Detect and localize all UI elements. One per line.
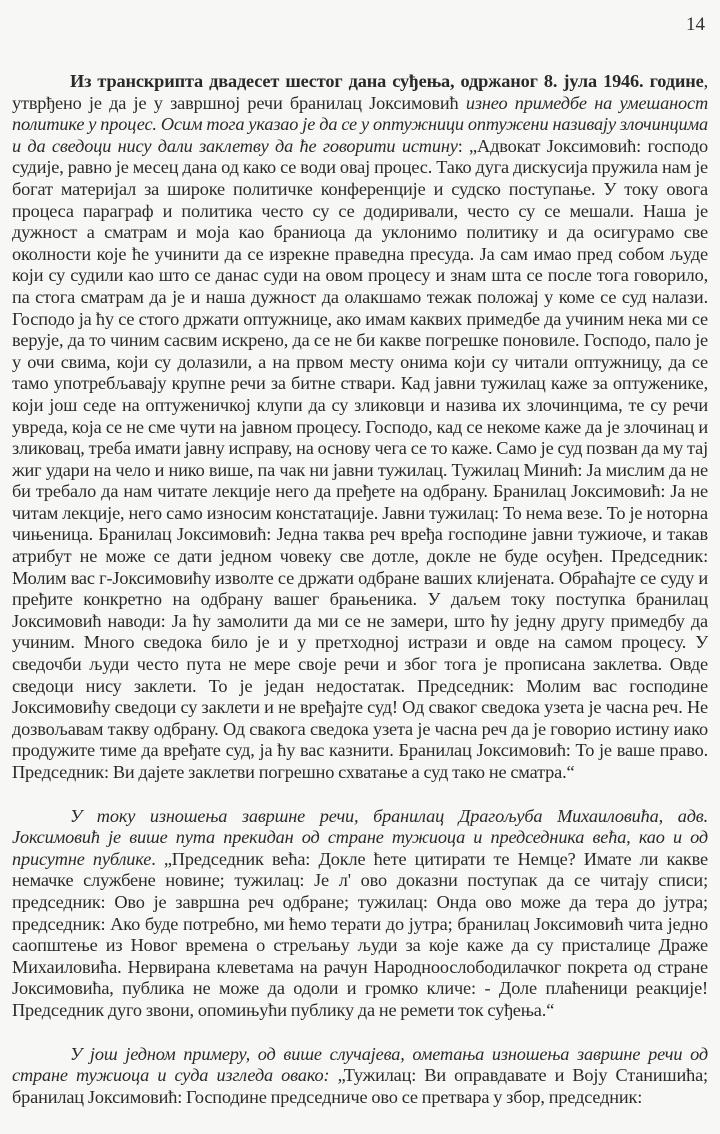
paragraph-quote: „Тужилац: Ви оправдавате и Воју Станишића; бранилац Јоксимовић: Господине председниче ово се претвара у збор, председник: xyxy=(12,1065,708,1107)
document-body xyxy=(12,71,708,1108)
page-number: 14 xyxy=(686,14,705,35)
paragraph-italic: У још једном примеру, од више случајева, ометања изношења завршне речи од стране тужиоца и суда изгледа овако: xyxy=(12,1043,708,1086)
paragraph-closing-speech xyxy=(12,806,708,1022)
paragraph-italic: У току изношења завршне речи, бранилац Драгољуба Михаиловића, адв. Јоксимовић је више пута прекидан од стране тужиоца и председника већа, као и од присутне публике xyxy=(12,805,708,869)
paragraph-heading: Из транскрипта двадесет шестог дана суђења, одржаног 8. јула 1946. године xyxy=(70,71,704,91)
paragraph-trial-day-26 xyxy=(12,71,708,784)
paragraph-quote: : „Адвокат Јоксимовић: господо судије, равно је месец дана од како се води овај процес. Тако дуга дискусија пружила нам је богат материјал за широке политичке конференције и судско поступање. У току овога процеса параграф и политика често су се додиривали, често су се мешали. Наша је дужност а сматрам и моја као браниоца да уклонимо политику и да осигурамо све околности које ће учинити да се изрекне праведна пресуда. Ја сам имао пред собом људе који су судили као што се данас суди на овом процесу и знам шта се после тога говорило, па стога сматрам да је и наша дужност да олакшамо тежак положај у коме се суд налази. Господо ја ћу се стого држати оптужнице, ако имам каквих примедбе да учиним нека ми се верује, да то чиним сасвим искрено, да се не би какве погрешке поновиле. Господо, пало је у очи свима, који су долазили, а на првом месту онима који су читали оптужницу, да се тамо употребљавају крупне речи за битне ствари. Кад јавни тужилац каже за оптуженике, који још седе на оптуженичкој клупи да су зликовци и назива их злочинцима, те су речи увреда, која се не сме чути на јавном процесу. Господо, кад се некоме каже да је злочинац и зликовац, треба имати јавну исправу, на основу чега се то каже. Само је суд позван да му тај жиг удари на чело и нико више, па чак ни јавни тужилац. Тужилац Минић: Ја мислим да не би требало да нам читате лекције него да пређете на одбрану. Бранилац Јоксимовић: Ја не читам лекције, него само износим констатације. Јавни тужилац: То нема везе. То је ноторна чињеница. Бранилац Јоксимовић: Једна таква реч вређа господине јавни тужиоче, и такав атрибут не може се дати једном човеку све дотле, докле не буде осуђен. Председник: Молим вас г-Јоксимовићу изволте се држати одбране ваших клијената. Обраћајте се суду и пређите конкретно на одбрану вашег брањеника. У даљем току поступка бранилац Јоксимовић наводи: Ја ћу замолити да ми се не замери, што ћу једну другу примедбу да учиним. Много сведока било је и у претходној истрази и овде на самом процесу. У сведочби људи често пута не мере своје речи и због тога је прописана заклетва. Овде сведоци нису заклети. То је један недостатак. Председник: Молим вас господине Јоксимовићу сведоци су заклети и не вређајте суд! Од сваког сведока узета је часна реч. Не дозвољавам такву одбрану. Од свакога сведока узета је часна реч да је говорио истину иако продужите тиме да вређате суд, ја ћу вас казнити. Бранилац Јоксимовић: То је ваше право. Председник: Ви дајете заклетви погрешно схватање а суд тако не сматра.“ xyxy=(12,135,708,782)
paragraph-italic: изнео примедбе на умешаност политике у процес. Осим тога указао је да се у оптужници оптужени називају злочинцима и да сведоци нису дали заклетву да ће говорити истину xyxy=(12,92,708,156)
paragraph-text: , утврђено је да је у завршној речи бранилац Јоксимовић xyxy=(12,71,708,113)
paragraph-quote: . „Председник већа: Докле ћете цитирати те Немце? Имате ли какве немачке службене новине; тужилац: Је л' ово доказни поступак да се читају списи; председник: Ово је завршна реч одбране; тужилац: Онда ово може да тера до јутра; председник: Ако буде потребно, ми ћемо терати до јутра; бранилац Јоксимовић чита једно саопштење из Новог времена о стрељању људи за које каже да су присталице Драже Михаиловића. Нервирана клеветама на рачун Народноослободилачког покрета од стране Јоксимовића, публика не може да одоли и громко кличе: - Доле плаћеници реакције! Председник дуго звони, опомињући публику да не ремети ток суђења.“ xyxy=(12,848,708,1020)
paragraph-another-example xyxy=(12,1044,708,1109)
